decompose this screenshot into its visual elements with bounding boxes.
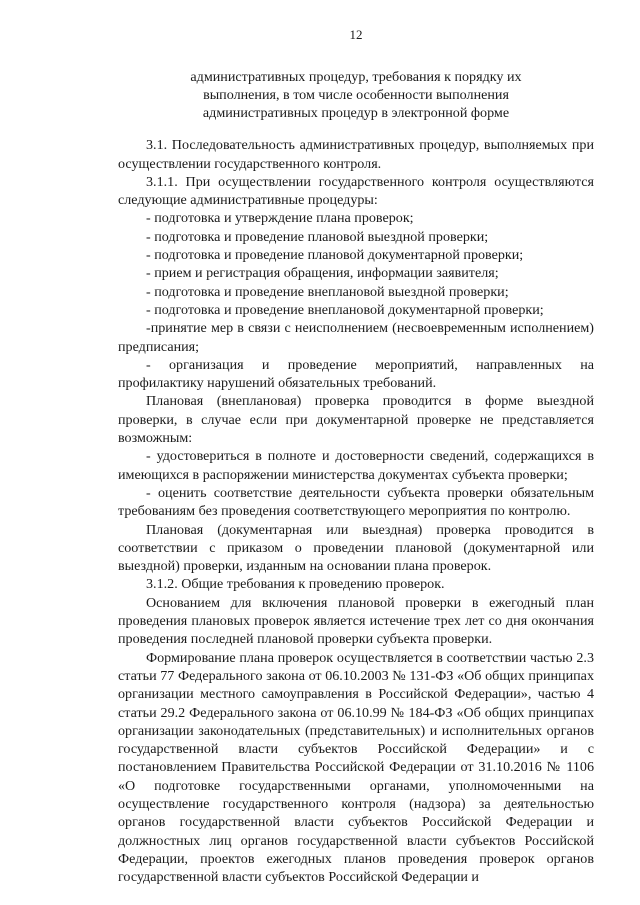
list-item: - подготовка и проведение внеплановой документарной проверки;	[146, 301, 544, 318]
heading-line: выполнения, в том числе особенности выполнения	[203, 87, 509, 104]
list-item: - организация и проведение мероприятий, направленных на профилактику нарушений обязательных требований.	[118, 356, 594, 392]
list-item: - подготовка и проведение плановой документарной проверки;	[146, 247, 524, 264]
paragraph: 3.1.2. Общие требования к проведению проверок.	[146, 576, 445, 593]
list-item: - оценить соответствие деятельности субъекта проверки обязательным требованиям без проведения соответствующего мероприятия по контролю.	[118, 484, 594, 520]
body-text	[118, 136, 594, 886]
paragraph: Формирование плана проверок осуществляется в соответствии частью 2.3 статьи 77 Федерального закона от 06.10.2003 № 131-ФЗ «Об общих принципах организации местного самоуправления в Российской Федерации», частью 4 статьи 29.2 Федерального закона от 06.10.99 № 184-ФЗ «Об общих принципах организации законодательных (представительных) и исполнительных органов государственной власти субъектов Российской Федерации» и с постановлением Правительства Российской Федерации от 31.10.2016 № 1106 «О подготовке государственными органами, уполномоченными на осуществление государственного контроля (надзора) за деятельностью органов государственной власти субъектов Российской Федерации и должностных лиц органов государственной власти субъектов Российской Федерации, проектов ежегодных планов проведения проверок органов государственной власти субъектов Российской Федерации и	[118, 649, 594, 886]
heading-line: административных процедур в электронной форме	[202, 105, 510, 122]
section-heading	[118, 68, 594, 122]
list-item: - удостовериться в полноте и достоверности сведений, содержащихся в имеющихся в распоряжении министерства документах субъекта проверки;	[118, 448, 594, 483]
paragraph: Плановая (документарная или выездная) проверка проводится в соответствии с приказом о проведении плановой (документарной или выездной) проверки, изданным на основании плана проверок.	[118, 521, 594, 575]
list-item: - подготовка и утверждение плана проверок;	[146, 210, 414, 227]
paragraph: Основанием для включения плановой проверки в ежегодный план проведения плановых проверок является истечение трех лет со дня окончания проведения последней плановой проверки субъекта проверки.	[118, 594, 594, 648]
list-item: - подготовка и проведение внеплановой выездной проверки;	[146, 283, 509, 300]
page-number: 12	[349, 27, 363, 42]
paragraph: 3.1. Последовательность административных процедур, выполняемых при осуществлении государственного контроля.	[118, 137, 594, 172]
list-item: - прием и регистрация обращения, информации заявителя;	[146, 265, 499, 282]
list-item: -принятие мер в связи с неисполнением (несвоевременным исполнением) предписания;	[118, 320, 594, 355]
heading-line: административных процедур, требования к порядку их	[190, 69, 522, 86]
paragraph: 3.1.1. При осуществлении государственного контроля осуществляются следующие административные процедуры:	[118, 173, 594, 209]
list-item: - подготовка и проведение плановой выездной проверки;	[146, 228, 489, 245]
paragraph: Плановая (внеплановая) проверка проводится в форме выездной проверки, в случае если при документарной проверке не представляется возможным:	[118, 393, 594, 447]
